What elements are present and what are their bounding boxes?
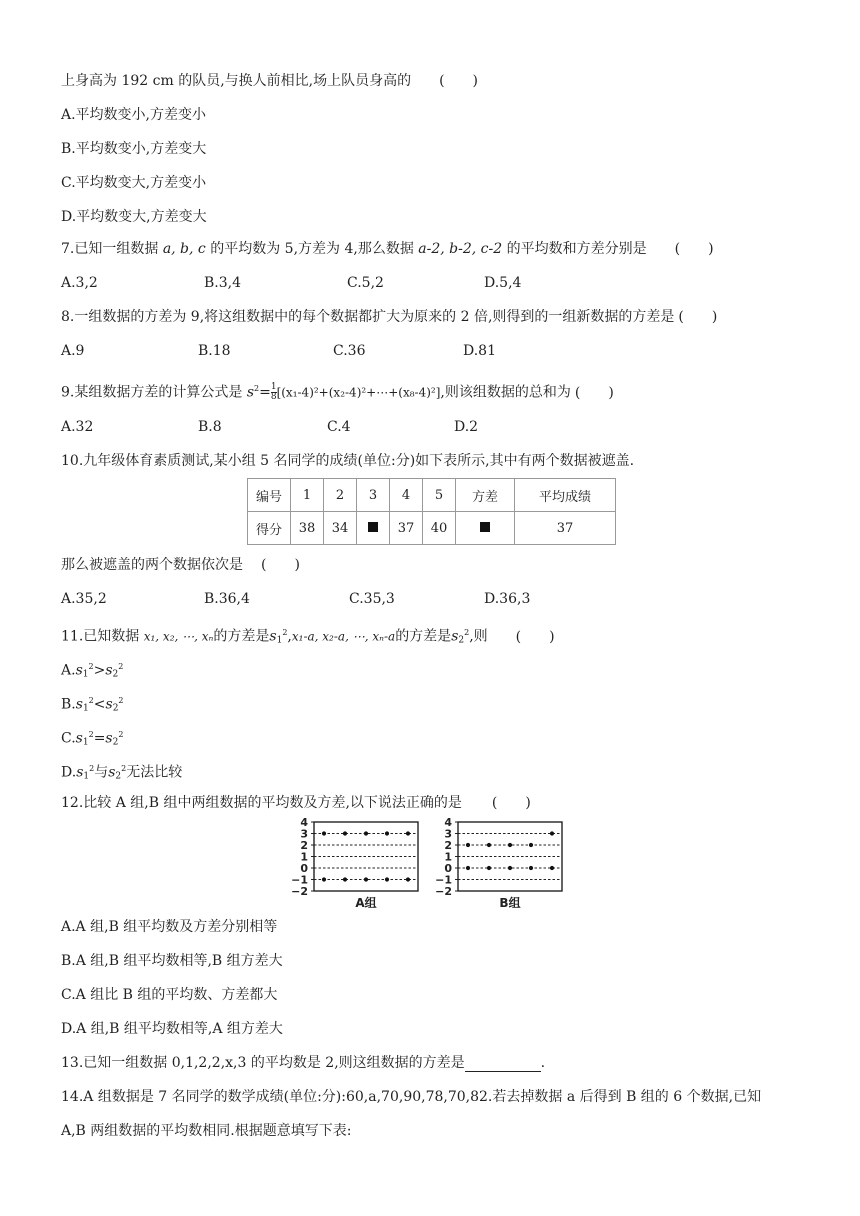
q9-stem: 9.某组数据方差的计算公式是 $s^2=$ $\frac{1}{8}[(x_1-4)^2+(x_2-4)^2+\cdots+(x_8-4)^2]$,则该组数据的总和为 ( )	[61, 382, 614, 403]
data-point	[343, 831, 347, 835]
y-tick-label: −1	[435, 873, 452, 887]
y-tick-label: 2	[300, 839, 308, 852]
q10-option-b: B.36,4	[204, 591, 250, 607]
data-point	[487, 866, 491, 870]
y-tick-label: 0	[300, 862, 308, 875]
q9-option-d: D.2	[454, 419, 479, 435]
table-cell: 37	[390, 512, 423, 545]
q10-option-d: D.36,3	[484, 591, 531, 607]
chart-b	[432, 816, 572, 912]
q9-option-a: A.32	[61, 419, 94, 435]
chart-title-b: B组	[499, 896, 521, 910]
y-tick-label: −2	[435, 885, 452, 898]
y-tick-label: 1	[300, 850, 308, 864]
y-tick-label: 3	[444, 827, 452, 841]
table-cell: 得分	[248, 512, 291, 545]
q11-stem: 11.已知数据 x₁, x₂, ⋯, xₙ的方差是$s1^2,x_1-a$, x₂-a, ⋯, xₙ-a的方差是$s2^2$,则 ( )	[61, 628, 555, 646]
q8-stem: 8.一组数据的方差为 9,将这组数据中的每个数据都扩大为原来的 2 倍,则得到的一组新数据的方差是 ( )	[61, 309, 718, 325]
data-point	[406, 831, 410, 835]
y-tick-label: 4	[444, 816, 452, 829]
q10-option-a: A.35,2	[61, 591, 107, 607]
table-cell: 37	[515, 512, 616, 545]
q11-option-b: $B.s1^2<s2^2$	[61, 696, 124, 714]
q7-stem: 7.已知一组数据 a, b, c 的平均数为 5,方差为 4,那么数据 a-2, b-2, c-2 的平均数和方差分别是 ( )	[61, 241, 714, 257]
data-point	[529, 866, 533, 870]
q8-options	[61, 342, 821, 360]
data-point	[550, 831, 554, 835]
q12-stem: 12.比较 A 组,B 组中两组数据的平均数及方差,以下说法正确的是 ( )	[61, 795, 531, 811]
data-point	[487, 843, 491, 847]
q12-option-b: B.A 组,B 组平均数相等,B 组方差大	[61, 953, 283, 969]
y-tick-label: 0	[444, 862, 452, 875]
table-cell: 5	[423, 479, 456, 512]
table-cell: 34	[324, 512, 357, 545]
table-header-row	[248, 479, 616, 512]
answer-paren: ( )	[515, 628, 555, 645]
table-cell: 方差	[456, 479, 515, 512]
q7-option-c: C.5,2	[347, 275, 384, 291]
y-tick-label: 2	[444, 839, 452, 852]
q8-option-b: B.18	[198, 343, 231, 359]
q11-option-c: $C.s1^2=s2^2$	[61, 730, 124, 748]
masked-cell	[456, 512, 515, 545]
q11-option-d: $D.s1^2$与$s2^2$无法比较	[61, 764, 183, 782]
answer-blank[interactable]	[465, 1057, 541, 1072]
table-cell: 4	[390, 479, 423, 512]
table-cell: 40	[423, 512, 456, 545]
q9-option-b: B.8	[198, 419, 222, 435]
data-point	[406, 877, 410, 881]
answer-paren: ( )	[678, 309, 718, 325]
data-point	[508, 866, 512, 870]
y-tick-label: −2	[291, 885, 308, 898]
data-point	[550, 866, 554, 870]
q8-option-a: A.9	[61, 343, 85, 359]
y-tick-label: −1	[291, 873, 308, 887]
answer-paren: ( )	[439, 73, 479, 89]
y-tick-label: 4	[300, 816, 308, 829]
answer-paren: ( )	[574, 384, 614, 401]
variance-formula: [(x₁-4)²+(x₂-4)²+⋯+(x₈-4)²]	[276, 385, 441, 400]
q6-option-d: D.平均数变大,方差变大	[61, 209, 207, 225]
table-cell: 2	[324, 479, 357, 512]
table-cell: 平均成绩	[515, 479, 616, 512]
q7-options	[61, 274, 821, 292]
table-cell: 1	[291, 479, 324, 512]
q8-option-d: D.81	[463, 343, 496, 359]
q7-option-b: B.3,4	[204, 275, 242, 291]
q7-option-d: D.5,4	[484, 275, 522, 291]
mask-square-icon	[368, 522, 378, 532]
q12-option-d: D.A 组,B 组平均数相等,A 组方差大	[61, 1021, 283, 1037]
table-row	[248, 512, 616, 545]
mask-square-icon	[480, 522, 490, 532]
data-point	[508, 843, 512, 847]
y-tick-label: 1	[444, 850, 452, 864]
q9-options	[61, 418, 821, 436]
q14-line1: 14.A 组数据是 7 名同学的数学成绩(单位:分):60,a,70,90,78,70,82.若去掉数据 a 后得到 B 组的 6 个数据,已知	[61, 1089, 762, 1105]
q12-option-a: A.A 组,B 组平均数及方差分别相等	[61, 919, 278, 935]
q10-stem: 10.九年级体育素质测试,某小组 5 名同学的成绩(单位:分)如下表所示,其中有两个数据被遮盖.	[61, 453, 635, 469]
data-point	[529, 843, 533, 847]
table-cell: 编号	[248, 479, 291, 512]
q6-stem: 上身高为 192 cm 的队员,与换人前相比,场上队员身高的 ( )	[61, 73, 479, 89]
data-point	[343, 877, 347, 881]
q7-option-a: A.3,2	[61, 275, 98, 291]
q10-options	[61, 590, 821, 608]
table-cell: 3	[357, 479, 390, 512]
data-point	[466, 843, 470, 847]
data-point	[364, 877, 368, 881]
chart-title-a: A组	[355, 896, 377, 910]
data-point	[322, 831, 326, 835]
q14-line2: A,B 两组数据的平均数相同.根据题意填写下表:	[61, 1123, 352, 1139]
q10-after: 那么被遮盖的两个数据依次是 ( )	[61, 557, 300, 573]
q6-option-b: B.平均数变小,方差变大	[61, 141, 207, 157]
q11-option-a: $A.s1^2>s2^2$	[61, 662, 124, 680]
q8-option-c: C.36	[333, 343, 366, 359]
q10-option-c: C.35,3	[349, 591, 395, 607]
data-point	[385, 831, 389, 835]
answer-paren: ( )	[491, 795, 531, 811]
q6-option-c: C.平均数变大,方差变小	[61, 175, 207, 191]
chart-a	[288, 816, 428, 912]
q13-stem: 13.已知一组数据 0,1,2,2,x,3 的平均数是 2,则这组数据的方差是 .	[61, 1055, 546, 1071]
q6-option-a: A.平均数变小,方差变小	[61, 107, 207, 123]
q12-option-c: C.A 组比 B 组的平均数、方差都大	[61, 987, 278, 1003]
answer-paren: ( )	[261, 557, 300, 573]
masked-cell	[357, 512, 390, 545]
data-point	[385, 877, 389, 881]
table-cell: 38	[291, 512, 324, 545]
data-point	[364, 831, 368, 835]
y-tick-label: 3	[300, 827, 308, 841]
q9-option-c: C.4	[327, 419, 351, 435]
data-point	[466, 866, 470, 870]
data-point	[322, 877, 326, 881]
answer-paren: ( )	[674, 241, 714, 257]
fraction: $\frac{1}{8}$	[270, 382, 277, 403]
score-table	[247, 478, 616, 545]
